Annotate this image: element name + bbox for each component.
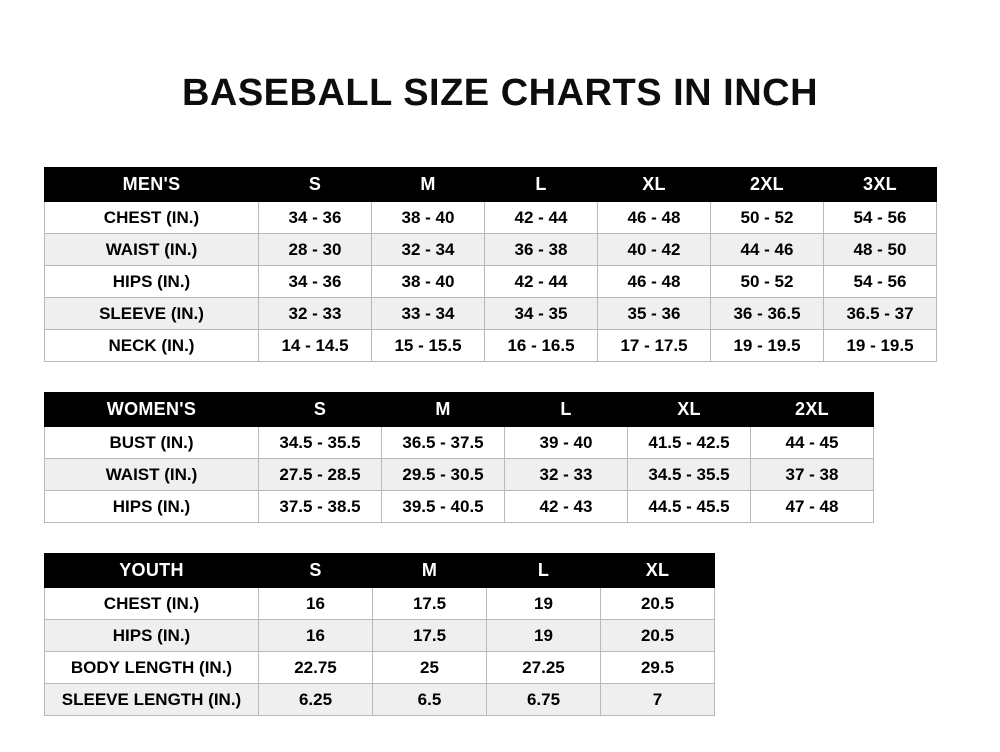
row-label: SLEEVE (IN.) xyxy=(45,298,259,330)
cell: 38 - 40 xyxy=(372,202,485,234)
cell: 37.5 - 38.5 xyxy=(259,491,382,523)
column-header-s: S xyxy=(259,554,373,588)
row-label: WAIST (IN.) xyxy=(45,234,259,266)
column-header-m: M xyxy=(382,393,505,427)
cell: 50 - 52 xyxy=(711,266,824,298)
row-label: HIPS (IN.) xyxy=(45,266,259,298)
cell: 28 - 30 xyxy=(259,234,372,266)
row-label: HIPS (IN.) xyxy=(45,620,259,652)
cell: 19 xyxy=(487,620,601,652)
table-row xyxy=(45,588,715,620)
cell: 6.5 xyxy=(373,684,487,716)
column-header-category: MEN'S xyxy=(45,168,259,202)
cell: 16 xyxy=(259,620,373,652)
table-row xyxy=(45,684,715,716)
column-header-2xl: 2XL xyxy=(711,168,824,202)
cell: 42 - 43 xyxy=(505,491,628,523)
cell: 25 xyxy=(373,652,487,684)
table-row xyxy=(45,202,937,234)
row-label: CHEST (IN.) xyxy=(45,588,259,620)
cell: 46 - 48 xyxy=(598,202,711,234)
cell: 32 - 34 xyxy=(372,234,485,266)
row-label: SLEEVE LENGTH (IN.) xyxy=(45,684,259,716)
cell: 32 - 33 xyxy=(259,298,372,330)
cell: 34.5 - 35.5 xyxy=(259,427,382,459)
column-header-m: M xyxy=(372,168,485,202)
cell: 37 - 38 xyxy=(751,459,874,491)
size-tables-container xyxy=(0,167,1000,716)
cell: 34 - 36 xyxy=(259,266,372,298)
column-header-s: S xyxy=(259,393,382,427)
cell: 17 - 17.5 xyxy=(598,330,711,362)
cell: 27.25 xyxy=(487,652,601,684)
cell: 44 - 46 xyxy=(711,234,824,266)
column-header-xl: XL xyxy=(628,393,751,427)
cell: 32 - 33 xyxy=(505,459,628,491)
table-row xyxy=(45,620,715,652)
cell: 34 - 35 xyxy=(485,298,598,330)
cell: 44.5 - 45.5 xyxy=(628,491,751,523)
row-label: BODY LENGTH (IN.) xyxy=(45,652,259,684)
cell: 44 - 45 xyxy=(751,427,874,459)
cell: 42 - 44 xyxy=(485,202,598,234)
cell: 16 xyxy=(259,588,373,620)
column-header-l: L xyxy=(487,554,601,588)
cell: 54 - 56 xyxy=(824,202,937,234)
cell: 36 - 36.5 xyxy=(711,298,824,330)
cell: 39.5 - 40.5 xyxy=(382,491,505,523)
cell: 20.5 xyxy=(601,620,715,652)
cell: 16 - 16.5 xyxy=(485,330,598,362)
page-title: BASEBALL SIZE CHARTS IN INCH xyxy=(181,72,819,114)
cell: 48 - 50 xyxy=(824,234,937,266)
cell: 29.5 xyxy=(601,652,715,684)
table-row xyxy=(45,298,937,330)
table-row xyxy=(45,652,715,684)
row-label: WAIST (IN.) xyxy=(45,459,259,491)
cell: 50 - 52 xyxy=(711,202,824,234)
table-row xyxy=(45,427,874,459)
cell: 47 - 48 xyxy=(751,491,874,523)
cell: 38 - 40 xyxy=(372,266,485,298)
cell: 54 - 56 xyxy=(824,266,937,298)
cell: 20.5 xyxy=(601,588,715,620)
cell: 6.75 xyxy=(487,684,601,716)
cell: 35 - 36 xyxy=(598,298,711,330)
womens-size-table xyxy=(44,392,874,523)
column-header-s: S xyxy=(259,168,372,202)
cell: 29.5 - 30.5 xyxy=(382,459,505,491)
cell: 19 - 19.5 xyxy=(711,330,824,362)
cell: 40 - 42 xyxy=(598,234,711,266)
cell: 36 - 38 xyxy=(485,234,598,266)
column-header-category: YOUTH xyxy=(45,554,259,588)
cell: 41.5 - 42.5 xyxy=(628,427,751,459)
cell: 33 - 34 xyxy=(372,298,485,330)
cell: 34 - 36 xyxy=(259,202,372,234)
table-row xyxy=(45,491,874,523)
cell: 22.75 xyxy=(259,652,373,684)
table-header-row xyxy=(45,393,874,427)
table-row xyxy=(45,266,937,298)
cell: 36.5 - 37 xyxy=(824,298,937,330)
column-header-l: L xyxy=(505,393,628,427)
column-header-3xl: 3XL xyxy=(824,168,937,202)
table-header-row xyxy=(45,554,715,588)
column-header-xl: XL xyxy=(598,168,711,202)
table-row xyxy=(45,330,937,362)
cell: 14 - 14.5 xyxy=(259,330,372,362)
cell: 17.5 xyxy=(373,620,487,652)
column-header-m: M xyxy=(373,554,487,588)
cell: 17.5 xyxy=(373,588,487,620)
mens-size-table xyxy=(44,167,937,362)
cell: 42 - 44 xyxy=(485,266,598,298)
cell: 27.5 - 28.5 xyxy=(259,459,382,491)
column-header-xl: XL xyxy=(601,554,715,588)
youth-size-table xyxy=(44,553,715,716)
row-label: HIPS (IN.) xyxy=(45,491,259,523)
cell: 6.25 xyxy=(259,684,373,716)
cell: 19 xyxy=(487,588,601,620)
cell: 7 xyxy=(601,684,715,716)
cell: 46 - 48 xyxy=(598,266,711,298)
cell: 39 - 40 xyxy=(505,427,628,459)
column-header-category: WOMEN'S xyxy=(45,393,259,427)
row-label: BUST (IN.) xyxy=(45,427,259,459)
row-label: CHEST (IN.) xyxy=(45,202,259,234)
cell: 19 - 19.5 xyxy=(824,330,937,362)
row-label: NECK (IN.) xyxy=(45,330,259,362)
table-row xyxy=(45,459,874,491)
cell: 34.5 - 35.5 xyxy=(628,459,751,491)
cell: 36.5 - 37.5 xyxy=(382,427,505,459)
cell: 15 - 15.5 xyxy=(372,330,485,362)
column-header-2xl: 2XL xyxy=(751,393,874,427)
column-header-l: L xyxy=(485,168,598,202)
table-row xyxy=(45,234,937,266)
table-header-row xyxy=(45,168,937,202)
